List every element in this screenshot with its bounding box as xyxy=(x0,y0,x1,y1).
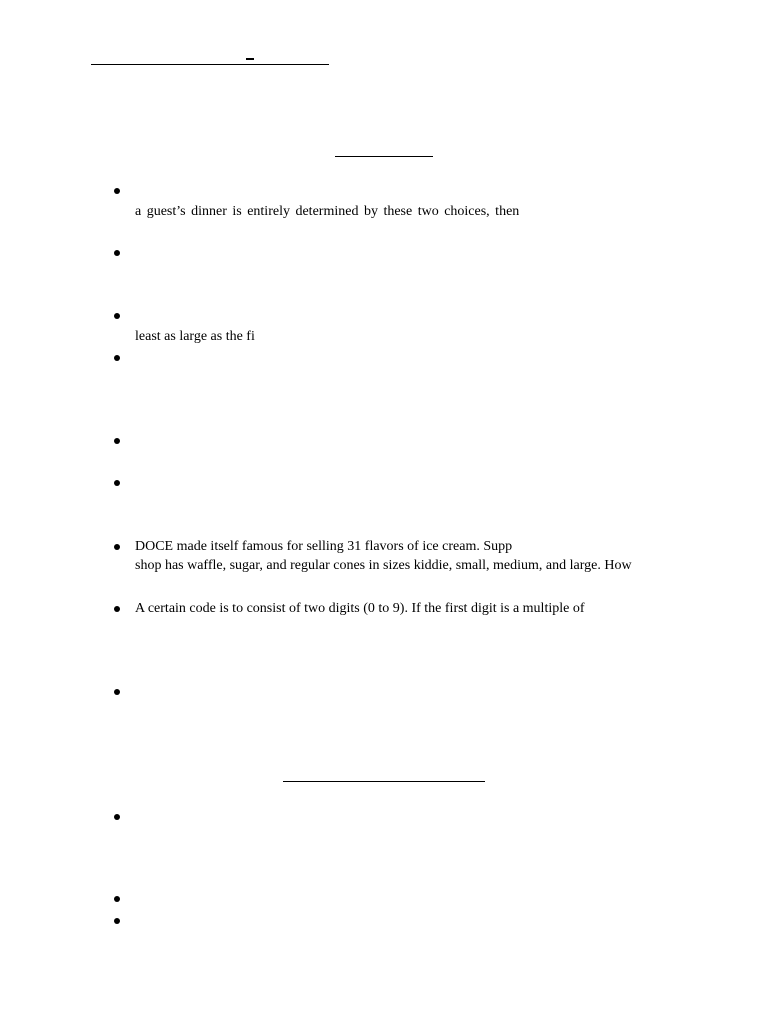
bullet-marker-8 xyxy=(114,606,120,612)
bullet-marker-3 xyxy=(114,313,120,319)
bullet-marker-2 xyxy=(114,250,120,256)
bullet-marker-1 xyxy=(114,188,120,194)
bullet-marker-12 xyxy=(114,918,120,924)
bullet-marker-11 xyxy=(114,896,120,902)
header-dash xyxy=(246,58,254,60)
bullet-7-line-1: DOCE made itself famous for selling 31 flavors of ice cream. Supp xyxy=(135,539,513,554)
bullet-8-line-1: A certain code is to consist of two digits (0 to 9). If the first digit is a multiple of xyxy=(135,601,585,616)
bullet-marker-9 xyxy=(114,689,120,695)
section-heading-underline-2 xyxy=(283,781,485,782)
bullet-3-line-2: least as large as the fi xyxy=(135,329,255,344)
bullet-marker-7 xyxy=(114,544,120,550)
section-heading-underline-1 xyxy=(335,156,433,157)
header-underline xyxy=(91,64,329,65)
bullet-marker-6 xyxy=(114,480,120,486)
bullet-marker-10 xyxy=(114,814,120,820)
bullet-marker-4 xyxy=(114,355,120,361)
bullet-1-line-2: a guest’s dinner is entirely determined by these two choices, then xyxy=(135,204,520,219)
bullet-7-line-2: shop has waffle, sugar, and regular cones in sizes kiddie, small, medium, and large. How xyxy=(135,558,632,573)
bullet-marker-5 xyxy=(114,438,120,444)
